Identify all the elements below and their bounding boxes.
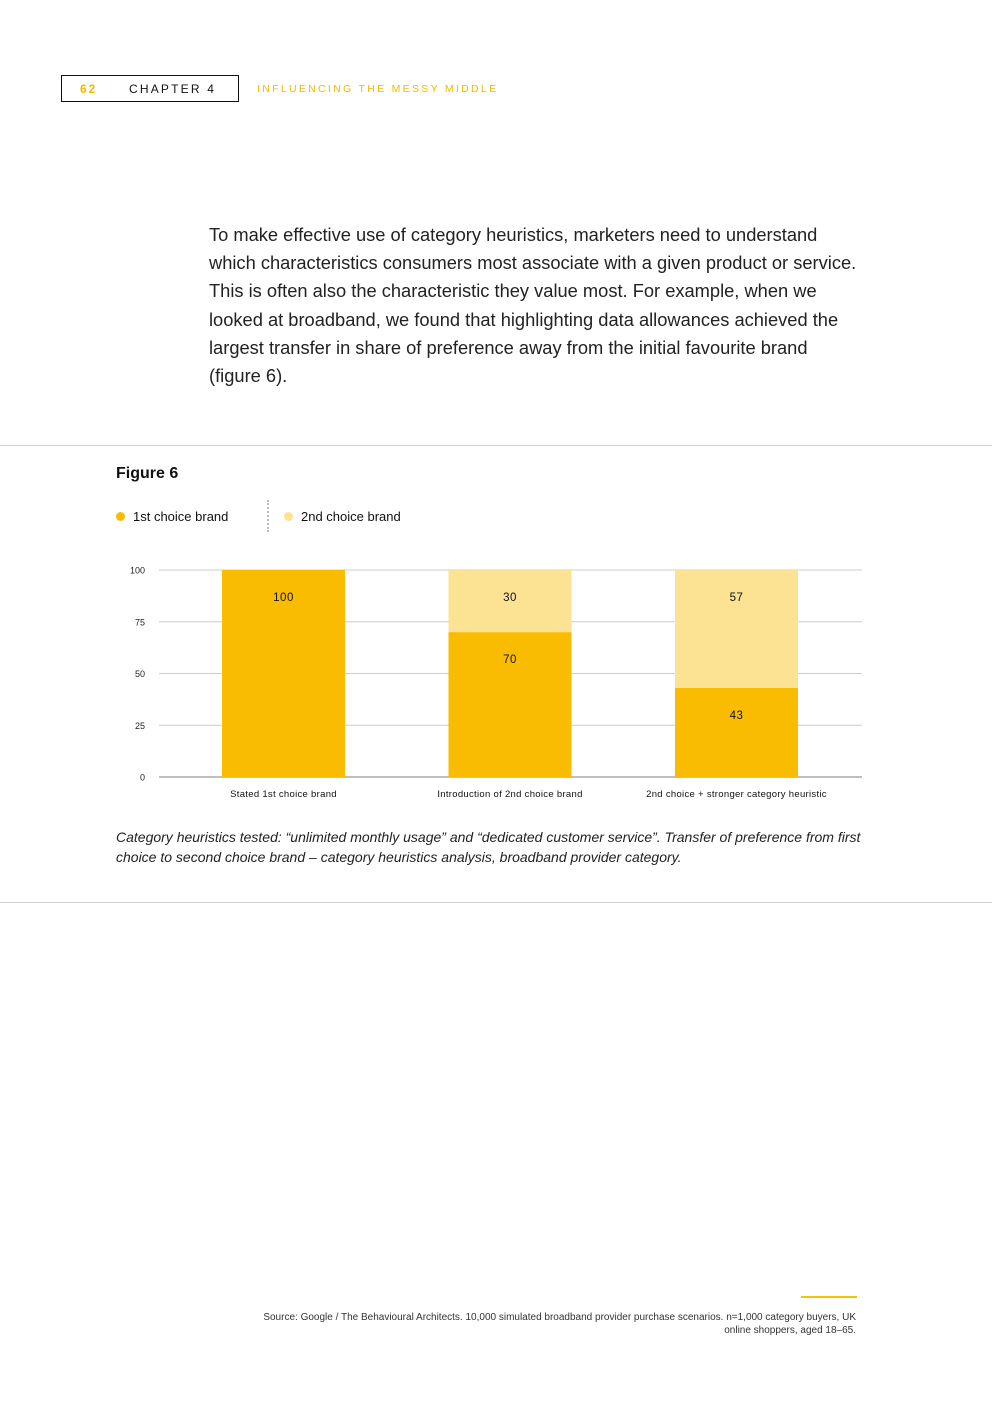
legend-item-1st-choice (116, 509, 228, 524)
legend-dot-icon (116, 512, 125, 521)
legend-dot-icon (284, 512, 293, 521)
stacked-bar-chart (0, 540, 992, 810)
source-text: : Google / The Behavioural Architects. 10,000 simulated broadband provider purchase scenarios. n=1,000 category buyers, UK online shoppers, aged 18–65. (295, 1312, 856, 1336)
y-tick-label: 100 (129, 565, 145, 576)
figure-title: Figure 6 (116, 465, 179, 482)
y-tick-label: 50 (134, 669, 145, 679)
source-label: Source (263, 1312, 296, 1323)
source-accent-line (801, 1296, 857, 1298)
section-title: INFLUENCING THE MESSY MIDDLE (257, 83, 499, 95)
legend-item-2nd-choice (284, 509, 401, 524)
x-category-label: Introduction of 2nd choice brand (437, 789, 583, 800)
divider-bottom (0, 902, 992, 903)
y-tick-label: 75 (134, 617, 145, 628)
legend-label: 2nd choice brand (301, 509, 401, 524)
divider-top (0, 445, 992, 446)
y-tick-label: 25 (134, 720, 145, 731)
chapter-label: CHAPTER 4 (129, 82, 217, 96)
bar-value-label: 30 (503, 592, 517, 604)
bar-value-label: 100 (273, 592, 294, 604)
x-category-label: 2nd choice + stronger category heuristic (646, 789, 827, 800)
bar-value-label: 70 (503, 654, 517, 667)
page-number: 62 (80, 82, 98, 96)
legend-label: 1st choice brand (133, 509, 229, 524)
body-paragraph: To make effective use of category heuristics, marketers need to understand which characteristics consumers most associate with a given product or service. This is often also the characteristic they value most. For example, when we looked at broadband, we found that highlighting data allowances achieved the largest transfer in share of preference away from the initial favourite brand (figure 6). (209, 224, 857, 387)
bar-segment-1st-choice (675, 688, 798, 777)
legend-separator (267, 500, 269, 532)
source-note (236, 1311, 856, 1337)
x-category-label: Stated 1st choice brand (230, 789, 337, 800)
figure-caption: Category heuristics tested: “unlimited monthly usage” and “dedicated customer service”. Transfer of preference from first choice to second choice brand – category heuristics analysis, broadband provider category. (116, 829, 861, 865)
bar-value-label: 57 (729, 592, 744, 604)
bar-segment-2nd-choice (675, 570, 798, 688)
bar-value-label: 43 (729, 709, 744, 722)
y-tick-label: 0 (139, 772, 145, 783)
chapter-header-box (61, 75, 239, 102)
